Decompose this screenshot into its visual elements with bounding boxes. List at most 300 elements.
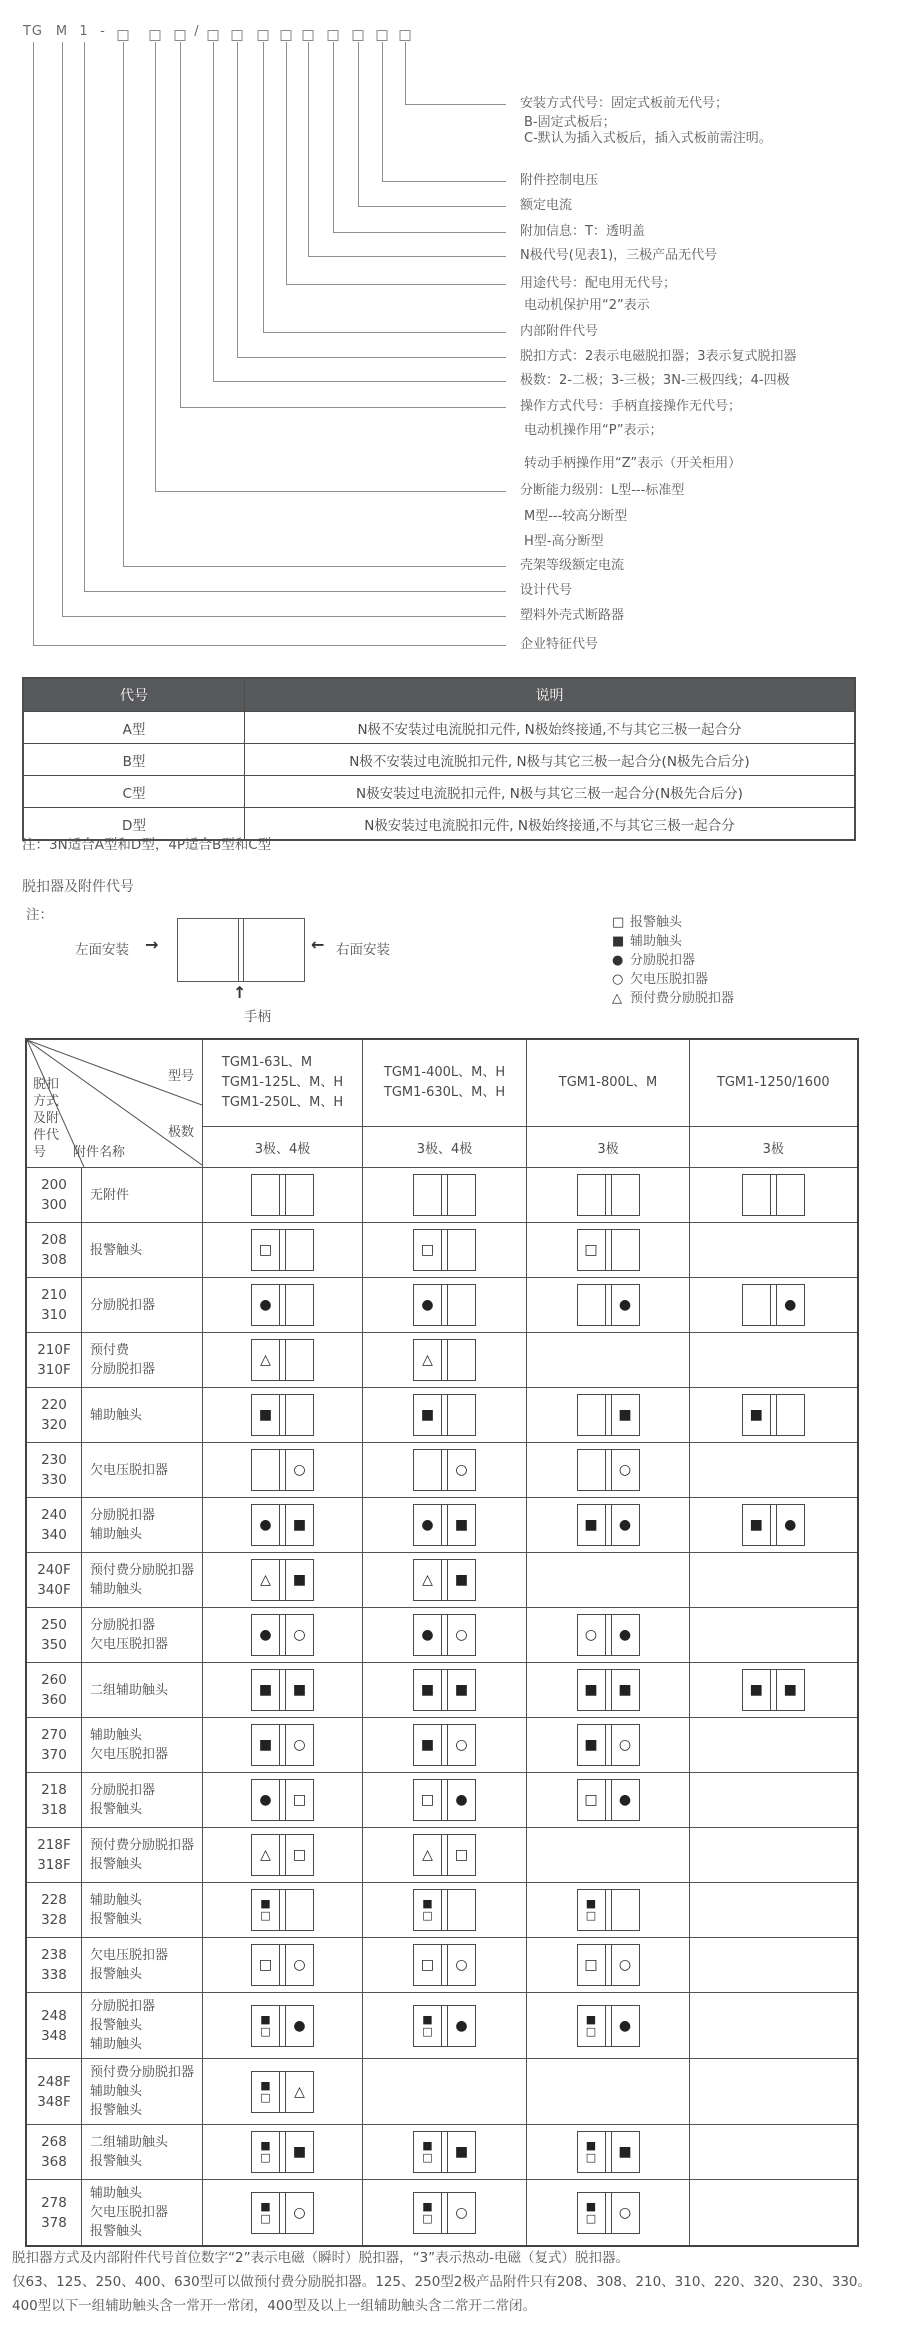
breaker-half (252, 1340, 279, 1380)
square-filled-icon: ■ (584, 1682, 598, 1698)
code-label-line: 企业特征代号 (520, 637, 599, 652)
handle-slot (441, 1285, 448, 1325)
handle-slot (441, 1945, 448, 1985)
square-filled-icon: ■ (260, 2012, 271, 2026)
handle-slot (279, 2193, 286, 2233)
breaker-half (448, 1670, 475, 1710)
model-group-header (363, 1039, 527, 1127)
triangle-open-icon: △ (260, 1572, 271, 1588)
breaker-icon (251, 1724, 314, 1766)
circle-open-icon: ○ (455, 2204, 468, 2221)
breaker-half (286, 2193, 313, 2233)
breaker-half (252, 2132, 279, 2172)
handle-slot (279, 1835, 286, 1875)
breaker-icon (413, 1339, 476, 1381)
code-label-line: B-固定式板后； (524, 115, 616, 130)
breaker-diagram-cell (363, 1938, 527, 1993)
breaker-diagram-cell (527, 1388, 690, 1443)
breaker-half (286, 2072, 313, 2112)
accessory-name: 分励脱扣器 (81, 1278, 202, 1333)
model-name: TGM1-800L、M (558, 1075, 658, 1090)
breaker-half (612, 1670, 639, 1710)
corner-trip-label: 脱扣方式及附件代号 (33, 1077, 60, 1160)
breaker-diagram-cell (203, 1553, 363, 1608)
breaker-half (578, 2193, 605, 2233)
breaker-diagram-cell (363, 1718, 527, 1773)
handle-slot (770, 1395, 777, 1435)
triangle-open-icon: △ (294, 2083, 305, 2100)
accessory-name: 辅助触头 (81, 1388, 202, 1443)
code-char: 1 (79, 24, 89, 39)
breaker-icon (413, 2005, 476, 2047)
breaker-diagram-cell (203, 1223, 363, 1278)
handle-slot (605, 2006, 612, 2046)
legend-item (612, 989, 734, 1008)
square-open-icon: □ (258, 1957, 273, 1973)
circle-filled-icon: ● (259, 1297, 272, 1313)
breaker-half (448, 1505, 475, 1545)
breaker-half (414, 1175, 441, 1215)
breaker-half (578, 1670, 605, 1710)
code-label-line: 设计代号 (520, 583, 573, 598)
breaker-half (743, 1395, 770, 1435)
breaker-icon (413, 1394, 476, 1436)
breaker-half (448, 1890, 475, 1930)
breaker-half (252, 1945, 279, 1985)
breaker-icon (413, 1669, 476, 1711)
breaker-icon (413, 2192, 476, 2234)
accessory-row (26, 1443, 858, 1498)
handle-slot (279, 2132, 286, 2172)
breaker-diagram-cell (363, 1883, 527, 1938)
circle-open-icon: ○ (455, 1462, 468, 1478)
breaker-icon (251, 1174, 314, 1216)
breaker-diagram-cell (363, 1443, 527, 1498)
square-filled-icon: ■ (585, 2199, 597, 2213)
square-filled-icon: ■ (618, 1407, 632, 1423)
type-desc: N极不安装过电流脱扣元件, N极与其它三极一起合分(N极先合后分) (245, 744, 856, 776)
code-label-line: 极数：2-二极；3-三极；3N-三极四线；4-四极 (520, 373, 790, 388)
square-open-icon: □ (585, 2024, 597, 2038)
breaker-diagram-cell (203, 1663, 363, 1718)
handle-slot (279, 2006, 286, 2046)
square-filled-icon: ■ (260, 1897, 271, 1910)
breaker-half (448, 2132, 475, 2172)
circle-filled-icon: ● (784, 1297, 797, 1313)
type-code: A型 (23, 712, 245, 744)
breaker-half (414, 2006, 441, 2046)
model-name: TGM1-125L、M、H (221, 1075, 344, 1090)
circle-open-icon: ○ (618, 1957, 632, 1973)
breaker-diagram-cell (527, 1553, 690, 1608)
breaker-half (578, 1450, 605, 1490)
breaker-diagram-cell (363, 1773, 527, 1828)
square-filled-icon: ■ (422, 2139, 433, 2152)
accessory-code: 208 308 (26, 1223, 81, 1278)
square-filled-icon: ■ (584, 1737, 598, 1753)
breaker-icon (577, 2005, 640, 2047)
breaker-icon (251, 1504, 314, 1546)
code-box-icon (208, 30, 219, 41)
triangle-open-icon: △ (422, 1572, 433, 1588)
breaker-icon (742, 1174, 805, 1216)
handle-slot (605, 1615, 612, 1655)
accessory-code: 250 350 (26, 1608, 81, 1663)
handle-slot (605, 1285, 612, 1325)
code-label-line: 操作方式代号：手柄直接操作无代号； (520, 399, 742, 414)
square-filled-icon: ■ (749, 1682, 763, 1698)
breaker-half (414, 1780, 441, 1820)
breaker-half (252, 1560, 279, 1600)
breaker-diagram-cell (203, 1773, 363, 1828)
code-label-line: 塑料外壳式断路器 (520, 608, 625, 623)
breaker-half (252, 1450, 279, 1490)
model-name: TGM1-1250/1600 (716, 1075, 830, 1090)
breaker-diagram-cell (363, 1608, 527, 1663)
breaker-icon (251, 2131, 314, 2173)
breaker-half (612, 1890, 639, 1930)
breaker-diagram-cell (690, 1993, 858, 2059)
breaker-diagram-cell (203, 1938, 363, 1993)
breaker-half (448, 1560, 475, 1600)
breaker-diagram-cell (690, 1663, 858, 1718)
breaker-half (578, 1780, 605, 1820)
type-desc: N极安装过电流脱扣元件, N极与其它三极一起合分(N极先合后分) (245, 776, 856, 808)
handle-slot (279, 1395, 286, 1435)
footnote: 400型以下一组辅助触头含一常开一常闭，400型及以上一组辅助触头含二常开二常闭。 (12, 2298, 537, 2314)
table-row (23, 712, 855, 744)
code-char: - (100, 24, 106, 39)
breaker-half (448, 2006, 475, 2046)
square-filled-icon: ■ (422, 2012, 433, 2026)
handle-slot (605, 1780, 612, 1820)
code-label-line: H型-高分断型 (524, 534, 604, 549)
code-box-icon (377, 30, 388, 41)
code-label-line: 电动机保护用“2”表示 (524, 298, 650, 313)
model-code-diagram (0, 0, 900, 665)
breaker-icon (413, 1779, 476, 1821)
breaker-icon (577, 1614, 640, 1656)
breaker-diagram-cell (690, 2180, 858, 2247)
legend-label: 欠电压脱扣器 (630, 972, 709, 987)
square-filled-icon: ■ (420, 1737, 435, 1753)
accessory-row (26, 1938, 858, 1993)
breaker-diagram-cell (690, 1223, 858, 1278)
breaker-icon (413, 1834, 476, 1876)
breaker-half (448, 1450, 475, 1490)
breaker-half (612, 1945, 639, 1985)
breaker-icon (413, 1614, 476, 1656)
breaker-half (414, 1670, 441, 1710)
handle-slot (238, 919, 244, 981)
symbol-legend (612, 913, 734, 1008)
code-label-line: 脱扣方式：2表示电磁脱扣器；3表示复式脱扣器 (520, 349, 797, 364)
handle-slot (770, 1285, 777, 1325)
square-open-icon: □ (420, 1957, 435, 1973)
breaker-half (578, 1175, 605, 1215)
square-filled-icon: ■ (420, 1407, 435, 1423)
breaker-half (578, 1230, 605, 1270)
handle-slot (605, 1890, 612, 1930)
handle-slot (279, 1285, 286, 1325)
model-group-header (527, 1039, 690, 1127)
section-title: 脱扣器及附件代号 (22, 879, 134, 895)
breaker-half (777, 1505, 804, 1545)
breaker-half (777, 1285, 804, 1325)
type-desc: N极安装过电流脱扣元件, N极始终接通,不与其它三极一起合分 (245, 808, 856, 841)
breaker-half (286, 1890, 313, 1930)
breaker-icon (251, 1284, 314, 1326)
breaker-half (414, 2132, 441, 2172)
breaker-half (414, 1450, 441, 1490)
breaker-half (743, 1175, 770, 1215)
handle-slot (441, 1835, 448, 1875)
breaker-diagram-cell (203, 1443, 363, 1498)
breaker-half (612, 1615, 639, 1655)
handle-slot (279, 1890, 286, 1930)
breaker-diagram-cell (203, 1883, 363, 1938)
breaker-half (448, 1340, 475, 1380)
handle-slot (441, 1725, 448, 1765)
code-box-icon (353, 30, 364, 41)
accessory-code: 228 328 (26, 1883, 81, 1938)
circle-filled-icon: ● (421, 1517, 434, 1533)
legend-item (612, 970, 734, 989)
breaker-half (414, 1725, 441, 1765)
breaker-half (578, 1945, 605, 1985)
breaker-diagram-cell (203, 1718, 363, 1773)
accessory-row (26, 2125, 858, 2180)
breaker-diagram-cell (363, 2180, 527, 2247)
right-install-label: 右面安装 (336, 942, 390, 958)
square-open-icon: □ (292, 1847, 307, 1863)
accessory-code: 210F 310F (26, 1333, 81, 1388)
breaker-diagram-cell (690, 1278, 858, 1333)
breaker-half (448, 1395, 475, 1435)
circle-filled-icon: ● (293, 2017, 306, 2034)
breaker-half (612, 1505, 639, 1545)
breaker-half (286, 1450, 313, 1490)
handle-slot (605, 1230, 612, 1270)
breaker-icon (577, 1669, 640, 1711)
circle-filled-icon: ● (259, 1627, 272, 1643)
triangle-open-icon: △ (422, 1847, 433, 1863)
breaker-icon (251, 2071, 314, 2113)
square-open-icon: □ (260, 2090, 271, 2104)
breaker-half (414, 1395, 441, 1435)
square-filled-icon: ■ (618, 2144, 632, 2160)
accessory-row (26, 1388, 858, 1443)
accessory-code: 220 320 (26, 1388, 81, 1443)
model-name: TGM1-400L、M、H (383, 1065, 506, 1080)
breaker-icon (413, 1174, 476, 1216)
handle-slot (605, 2193, 612, 2233)
code-label-line: C-默认为插入式板后，插入式板前需注明。 (524, 131, 772, 146)
handle-slot (441, 1395, 448, 1435)
up-arrow-icon: ↑ (233, 983, 247, 1002)
breaker-diagram-cell (363, 1828, 527, 1883)
n-pole-table (22, 677, 856, 841)
model-group-header (690, 1039, 858, 1127)
breaker-half (414, 1230, 441, 1270)
breaker-icon (577, 2192, 640, 2234)
breaker-half (448, 2193, 475, 2233)
breaker-half (414, 1560, 441, 1600)
legend-label: 预付费分励脱扣器 (630, 991, 735, 1006)
square-filled-icon: ■ (584, 1517, 598, 1533)
left-install-label: 左面安装 (75, 942, 129, 958)
accessory-code: 230 330 (26, 1443, 81, 1498)
square-open-icon: □ (584, 1242, 598, 1258)
breaker-diagram-cell (527, 1443, 690, 1498)
square-open-icon: □ (612, 915, 625, 930)
breaker-icon (251, 1559, 314, 1601)
breaker-half (448, 1230, 475, 1270)
breaker-diagram-cell (690, 1718, 858, 1773)
column-header-desc: 说明 (245, 678, 856, 712)
circle-filled-icon: ● (618, 1297, 632, 1313)
handle-slot (441, 1175, 448, 1215)
table-header-row (26, 1039, 858, 1127)
code-box-icon (258, 30, 269, 41)
handle-slot (279, 1780, 286, 1820)
breaker-half (286, 1780, 313, 1820)
square-open-icon: □ (292, 1792, 307, 1808)
square-filled-icon: ■ (618, 1682, 632, 1698)
handle-slot (279, 1450, 286, 1490)
code-box-icon (175, 30, 186, 41)
accessory-code: 248F 348F (26, 2059, 81, 2125)
triangle-open-icon: △ (612, 991, 622, 1006)
breaker-diagram-cell (203, 1333, 363, 1388)
circle-filled-icon: ● (618, 1627, 632, 1643)
type-code: D型 (23, 808, 245, 841)
square-filled-icon: ■ (585, 2012, 597, 2026)
code-box-icon (150, 30, 161, 41)
breaker-diagram-cell (203, 1388, 363, 1443)
breaker-diagram-cell (203, 1993, 363, 2059)
breaker-half (252, 2006, 279, 2046)
model-name: TGM1-250L、M、H (221, 1095, 344, 1110)
handle-slot (441, 1505, 448, 1545)
code-label-line: 电动机操作用“P”表示； (524, 423, 663, 438)
breaker-half (612, 2193, 639, 2233)
square-open-icon: □ (585, 2151, 597, 2164)
accessory-code: 278 378 (26, 2180, 81, 2247)
breaker-diagram-cell (690, 1168, 858, 1223)
breaker-half (286, 1835, 313, 1875)
breaker-icon (413, 1229, 476, 1271)
breaker-diagram-cell (527, 1883, 690, 1938)
handle-slot (605, 1395, 612, 1435)
breaker-diagram-cell (690, 2125, 858, 2180)
breaker-diagram-cell (527, 1828, 690, 1883)
handle-slot (279, 1175, 286, 1215)
poles-cell: 3极 (527, 1127, 690, 1168)
circle-filled-icon: ● (612, 953, 624, 968)
breaker-half (414, 1890, 441, 1930)
breaker-half (448, 1615, 475, 1655)
breaker-icon (742, 1284, 805, 1326)
square-filled-icon: ■ (292, 2144, 307, 2160)
handle-slot (441, 1450, 448, 1490)
square-filled-icon: ■ (292, 1572, 307, 1588)
square-filled-icon: ■ (454, 1682, 469, 1698)
handle-slot (605, 1945, 612, 1985)
breaker-half (578, 1395, 605, 1435)
handle-slot (605, 2132, 612, 2172)
breaker-half (286, 1230, 313, 1270)
table-header-row (23, 678, 855, 712)
breaker-diagram-cell (363, 1388, 527, 1443)
legend-item (612, 932, 734, 951)
breaker-half (286, 1505, 313, 1545)
circle-filled-icon: ● (455, 1792, 468, 1808)
square-open-icon: □ (585, 2211, 597, 2225)
breaker-diagram-cell (690, 1553, 858, 1608)
breaker-diagram-cell (527, 1333, 690, 1388)
accessory-name: 二组辅助触头 (81, 1663, 202, 1718)
accessory-row (26, 1993, 858, 2059)
square-open-icon: □ (585, 1909, 597, 1922)
accessory-code: 200 300 (26, 1168, 81, 1223)
triangle-open-icon: △ (260, 1352, 271, 1368)
breaker-diagram-cell (203, 1498, 363, 1553)
square-filled-icon: ■ (420, 1682, 435, 1698)
breaker-half (448, 1725, 475, 1765)
handle-slot (605, 1450, 612, 1490)
square-open-icon: □ (260, 2211, 271, 2225)
accessory-row (26, 1278, 858, 1333)
handle-slot (441, 1560, 448, 1600)
breaker-half (777, 1395, 804, 1435)
square-open-icon: □ (260, 2024, 271, 2038)
handle-slot (279, 1725, 286, 1765)
breaker-half (612, 1285, 639, 1325)
breaker-half (578, 2132, 605, 2172)
handle-slot (770, 1670, 777, 1710)
circle-open-icon: ○ (455, 1627, 468, 1643)
accessory-code: 268 368 (26, 2125, 81, 2180)
accessory-row (26, 1773, 858, 1828)
breaker-diagram-cell (527, 1773, 690, 1828)
breaker-icon (577, 1174, 640, 1216)
breaker-icon (251, 1779, 314, 1821)
breaker-half (612, 1175, 639, 1215)
breaker-icon (577, 2131, 640, 2173)
accessory-name: 分励脱扣器 报警触头 (81, 1773, 202, 1828)
corner-poles-label: 极数 (167, 1125, 194, 1140)
circle-open-icon: ○ (455, 1737, 468, 1753)
table-row (23, 744, 855, 776)
install-diagram (0, 905, 900, 1040)
circle-open-icon: ○ (618, 2204, 632, 2221)
square-filled-icon: ■ (585, 1897, 597, 1910)
breaker-half (743, 1670, 770, 1710)
code-label-line: 安装方式代号：固定式板前无代号； (520, 96, 729, 111)
breaker-diagram-cell (203, 2180, 363, 2247)
breaker-half (743, 1505, 770, 1545)
breaker-icon (413, 1944, 476, 1986)
breaker-diagram-cell (527, 1938, 690, 1993)
breaker-half (252, 1615, 279, 1655)
handle-slot (279, 1945, 286, 1985)
breaker-half (578, 1505, 605, 1545)
breaker-icon (413, 1504, 476, 1546)
breaker-half (612, 1725, 639, 1765)
accessory-code-table (25, 1038, 859, 2247)
square-open-icon: □ (260, 2151, 271, 2164)
